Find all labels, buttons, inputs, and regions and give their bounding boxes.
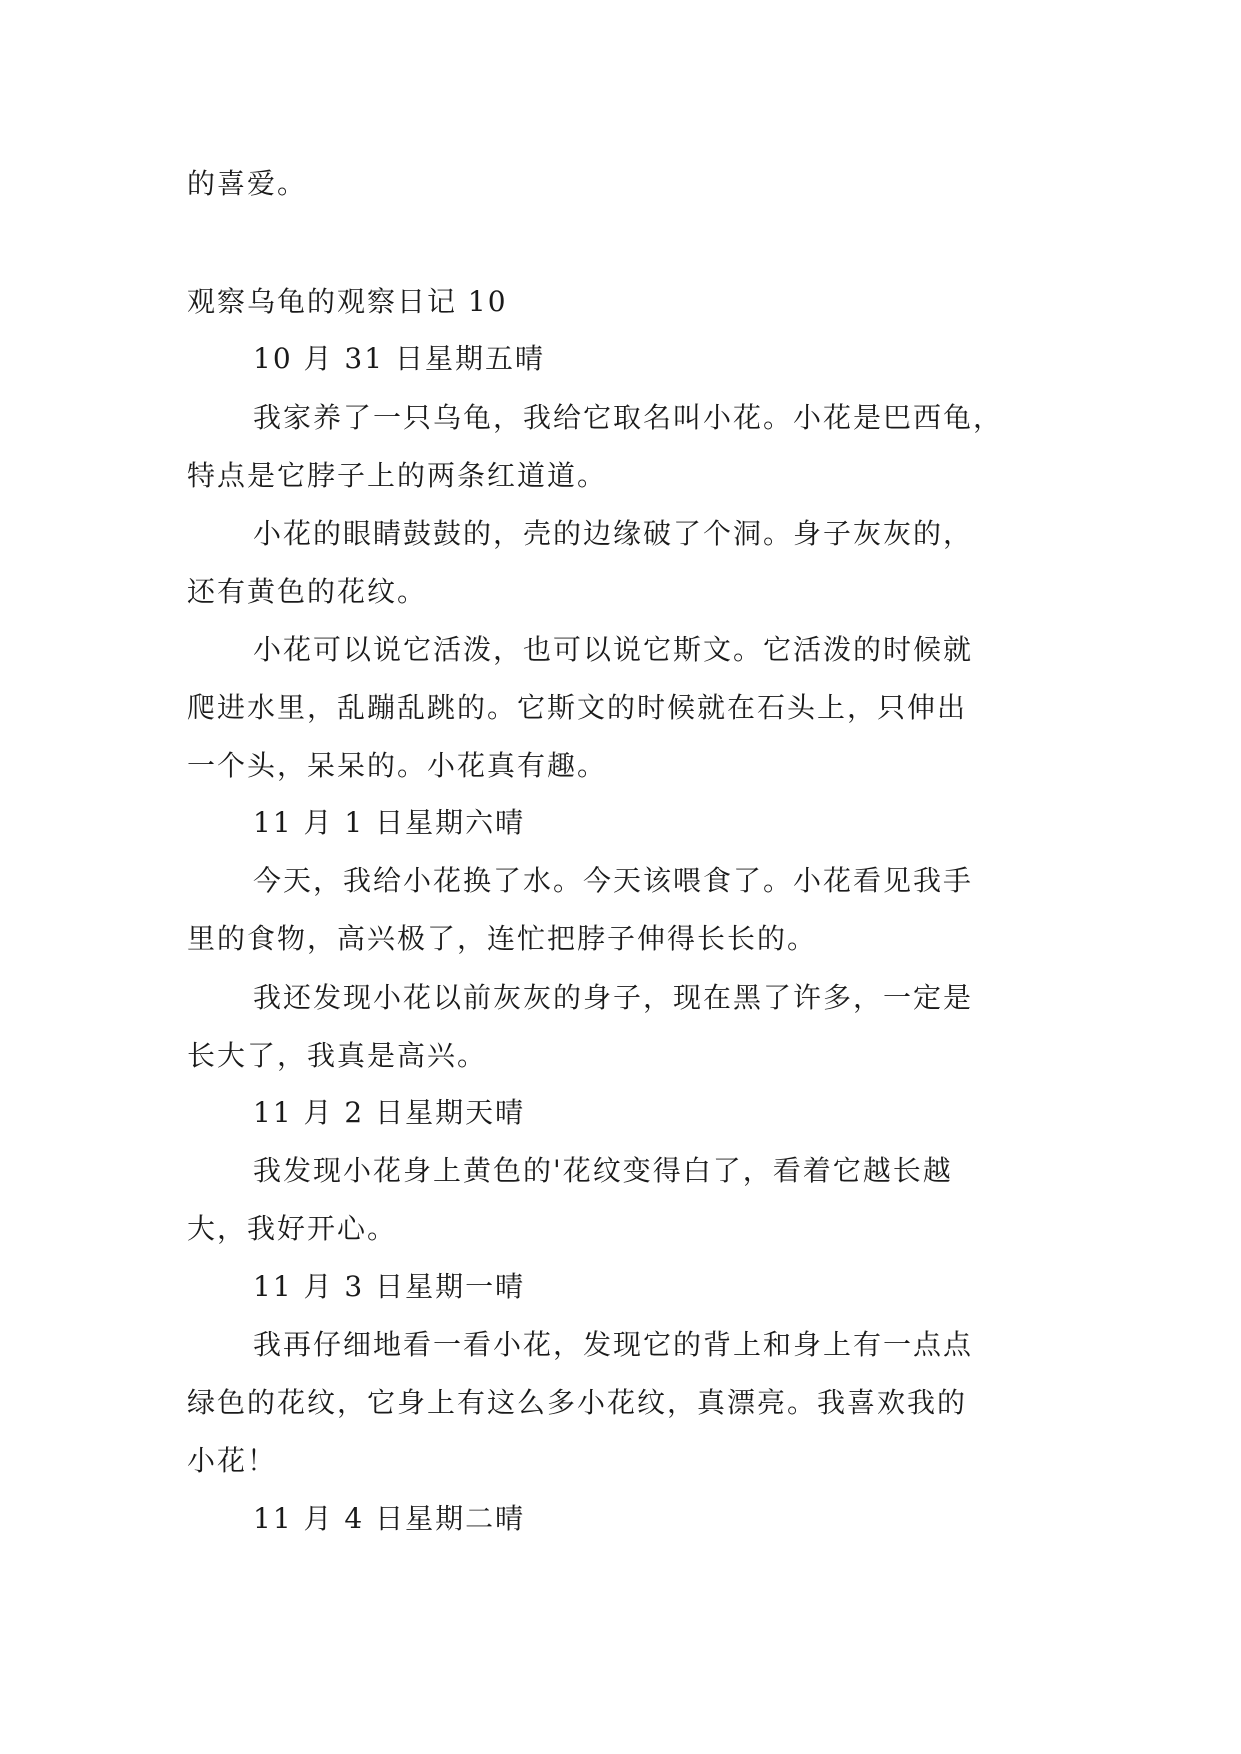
paragraph-line: 里的食物，高兴极了，连忙把脖子伸得长长的。 bbox=[187, 922, 818, 955]
paragraph-line: 我再仔细地看一看小花，发现它的背上和身上有一点点 bbox=[253, 1328, 974, 1361]
paragraph-line: 我家养了一只乌龟，我给它取名叫小花。小花是巴西龟， bbox=[253, 401, 1004, 434]
paragraph-line: 特点是它脖子上的两条红道道。 bbox=[187, 459, 608, 492]
paragraph-line: 小花！ bbox=[187, 1444, 278, 1477]
paragraph-line: 长大了，我真是高兴。 bbox=[187, 1039, 488, 1072]
entry-date-oct31: 10 月 31 日星期五晴 bbox=[253, 342, 545, 375]
section-title: 观察乌龟的观察日记 10 bbox=[187, 285, 508, 318]
paragraph-line: 爬进水里，乱蹦乱跳的。它斯文的时候就在石头上，只伸出 bbox=[187, 691, 968, 724]
paragraph-line: 绿色的花纹，它身上有这么多小花纹，真漂亮。我喜欢我的 bbox=[187, 1386, 968, 1419]
paragraph-line: 还有黄色的花纹。 bbox=[187, 575, 428, 608]
entry-date-nov3: 11 月 3 日星期一晴 bbox=[253, 1270, 526, 1303]
paragraph-line: 今天，我给小花换了水。今天该喂食了。小花看见我手 bbox=[253, 864, 974, 897]
text-line-continuation: 的喜爱。 bbox=[187, 167, 308, 200]
paragraph-line: 一个头，呆呆的。小花真有趣。 bbox=[187, 749, 608, 782]
paragraph-line: 小花可以说它活泼，也可以说它斯文。它活泼的时候就 bbox=[253, 633, 974, 666]
paragraph-line: 我还发现小花以前灰灰的身子，现在黑了许多，一定是 bbox=[253, 981, 974, 1014]
paragraph-line: 我发现小花身上黄色的'花纹变得白了，看着它越长越 bbox=[253, 1154, 953, 1187]
paragraph-line: 小花的眼睛鼓鼓的，壳的边缘破了个洞。身子灰灰的， bbox=[253, 517, 974, 550]
entry-date-nov2: 11 月 2 日星期天晴 bbox=[253, 1096, 526, 1129]
entry-date-nov4: 11 月 4 日星期二晴 bbox=[253, 1502, 526, 1535]
entry-date-nov1: 11 月 1 日星期六晴 bbox=[253, 806, 526, 839]
paragraph-line: 大，我好开心。 bbox=[187, 1212, 398, 1245]
